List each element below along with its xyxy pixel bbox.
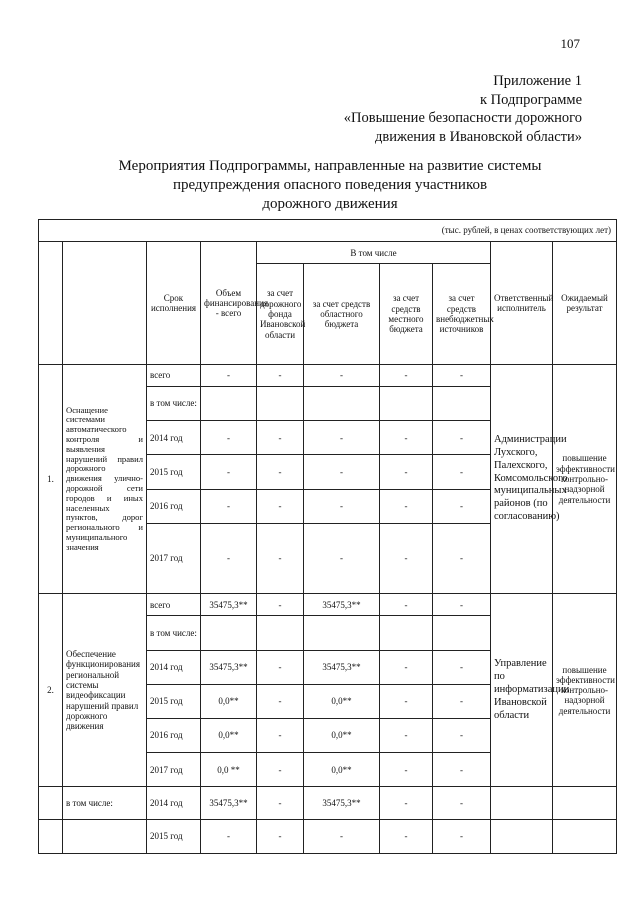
- row2-road-fund: -: [257, 594, 304, 616]
- row2-volume: 0,0 **: [201, 753, 257, 787]
- row2-term: 2014 год: [147, 650, 201, 684]
- row2-term: 2016 год: [147, 718, 201, 752]
- sub-volume: 35475,3**: [201, 787, 257, 819]
- row1-volume: -: [201, 523, 257, 593]
- sub-num: [39, 819, 63, 853]
- sub-num: [39, 787, 63, 819]
- row1-extrabudget: -: [433, 523, 491, 593]
- row1-term: 2015 год: [147, 455, 201, 489]
- sub-expected: [553, 787, 617, 819]
- row2-regional: 35475,3**: [304, 594, 380, 616]
- header-expected: Ожидаемый результат: [553, 242, 617, 365]
- sub-executor: [491, 787, 553, 819]
- row1-expected: повышение эффективности контрольно-надзорной деятельности: [553, 364, 617, 593]
- row2-extrabudget: -: [433, 718, 491, 752]
- sub-local: -: [380, 819, 433, 853]
- row1-extrabudget: -: [433, 455, 491, 489]
- row1-extrabudget: -: [433, 421, 491, 455]
- appendix-line: Приложение 1: [493, 73, 582, 89]
- row2-name: Обеспечение функционирования региональной системы видеофиксации нарушений правил дорожного движения: [63, 594, 147, 787]
- row2-volume: 0,0**: [201, 718, 257, 752]
- measures-table: [38, 219, 617, 854]
- row1-extrabudget: -: [433, 489, 491, 523]
- row1-volume: -: [201, 489, 257, 523]
- row1-volume: -: [201, 421, 257, 455]
- row2-road-fund: [257, 616, 304, 650]
- row1-regional: [304, 387, 380, 421]
- units-note: (тыс. рублей, в ценах соответствующих лет): [39, 220, 617, 242]
- header-local: за счет средств местного бюджета: [380, 264, 433, 365]
- row2-regional: 35475,3**: [304, 650, 380, 684]
- row1-road-fund: -: [257, 364, 304, 386]
- row2-local: -: [380, 684, 433, 718]
- row1-term: 2016 год: [147, 489, 201, 523]
- row2-expected: повышение эффективности контрольно-надзорной деятельности: [553, 594, 617, 787]
- row1-local: -: [380, 523, 433, 593]
- sub-expected: [553, 819, 617, 853]
- header-executor: Ответственный исполнитель: [491, 242, 553, 365]
- row1-executor: Администрации Лухского, Палехского, Комсомольского муниципальных районов (по согласованию): [491, 364, 553, 593]
- appendix-line: движения в Ивановской области»: [375, 128, 582, 145]
- row2-extrabudget: -: [433, 650, 491, 684]
- row2-term: всего: [147, 594, 201, 616]
- appendix-heading: [344, 72, 582, 146]
- appendix-line: «Повышение безопасности дорожного: [343, 110, 582, 126]
- sub-regional: -: [304, 819, 380, 853]
- sub-local: -: [380, 787, 433, 819]
- row1-regional: -: [304, 364, 380, 386]
- row1-term: в том числе:: [147, 387, 201, 421]
- row2-local: -: [380, 650, 433, 684]
- row2-local: -: [380, 718, 433, 752]
- row2-road-fund: -: [257, 684, 304, 718]
- row2-term: в том числе:: [147, 616, 201, 650]
- row1-regional: -: [304, 421, 380, 455]
- row1-road-fund: [257, 387, 304, 421]
- row1-regional: -: [304, 455, 380, 489]
- row2-num: 2.: [39, 594, 63, 787]
- sub-regional: 35475,3**: [304, 787, 380, 819]
- row1-local: [380, 387, 433, 421]
- row2-road-fund: -: [257, 718, 304, 752]
- sub-label: [63, 819, 147, 853]
- row2-extrabudget: -: [433, 594, 491, 616]
- row1-volume: -: [201, 455, 257, 489]
- row1-extrabudget: -: [433, 364, 491, 386]
- sub-term: 2015 год: [147, 819, 201, 853]
- row1-num: 1.: [39, 364, 63, 593]
- row2-local: -: [380, 753, 433, 787]
- row2-regional: [304, 616, 380, 650]
- row1-name: Оснащение системами автоматического контроля и выявления нарушений правил дорожного движения улично-дорожной сети городов и иных населенных пунктов, дорог регионального и муниципального значения: [63, 364, 147, 593]
- row1-term: 2017 год: [147, 523, 201, 593]
- title-line: предупреждения опасного поведения участников: [172, 177, 488, 193]
- row1-term: 2014 год: [147, 421, 201, 455]
- header-volume: Объем финансирования - всего: [201, 242, 257, 365]
- header-num: [39, 242, 63, 365]
- row1-volume: -: [201, 364, 257, 386]
- row2-road-fund: -: [257, 650, 304, 684]
- row1-road-fund: -: [257, 489, 304, 523]
- row2-local: -: [380, 594, 433, 616]
- row1-local: -: [380, 421, 433, 455]
- title-line: Мероприятия Подпрограммы, направленные на развитие системы: [118, 158, 542, 174]
- sub-executor: [491, 819, 553, 853]
- row1-road-fund: -: [257, 421, 304, 455]
- row2-volume: 0,0**: [201, 684, 257, 718]
- sub-road-fund: -: [257, 787, 304, 819]
- row2-term: 2015 год: [147, 684, 201, 718]
- header-name: [63, 242, 147, 365]
- row2-term: 2017 год: [147, 753, 201, 787]
- row2-regional: 0,0**: [304, 753, 380, 787]
- header-term: Срок исполнения: [147, 242, 201, 365]
- row1-road-fund: -: [257, 523, 304, 593]
- sub-label: в том числе:: [63, 787, 147, 819]
- row2-extrabudget: [433, 616, 491, 650]
- row1-volume: [201, 387, 257, 421]
- row2-road-fund: -: [257, 753, 304, 787]
- row2-extrabudget: -: [433, 753, 491, 787]
- row1-regional: -: [304, 523, 380, 593]
- row1-local: -: [380, 489, 433, 523]
- row2-local: [380, 616, 433, 650]
- row1-term: всего: [147, 364, 201, 386]
- row2-executor: Управление по информатизации Ивановской области: [491, 594, 553, 787]
- header-including: В том числе: [257, 242, 491, 264]
- appendix-line: к Подпрограмме: [479, 91, 582, 108]
- header-regional: за счет средств областного бюджета: [304, 264, 380, 365]
- sub-term: 2014 год: [147, 787, 201, 819]
- page-number: 107: [560, 36, 580, 51]
- row2-volume: 35475,3**: [201, 650, 257, 684]
- sub-road-fund: -: [257, 819, 304, 853]
- row2-extrabudget: -: [433, 684, 491, 718]
- row2-regional: 0,0**: [304, 684, 380, 718]
- header-road-fund: за счет дорожного фонда Ивановской области: [257, 264, 304, 365]
- row1-local: -: [380, 455, 433, 489]
- row2-volume: [201, 616, 257, 650]
- title-line: дорожного движения: [262, 196, 398, 212]
- sub-extrabudget: -: [433, 819, 491, 853]
- header-extrabudget: за счет средств внебюджетных источников: [433, 264, 491, 365]
- document-title: [40, 157, 620, 214]
- row2-regional: 0,0**: [304, 718, 380, 752]
- row1-regional: -: [304, 489, 380, 523]
- row1-extrabudget: [433, 387, 491, 421]
- row1-local: -: [380, 364, 433, 386]
- row2-volume: 35475,3**: [201, 594, 257, 616]
- sub-volume: -: [201, 819, 257, 853]
- row1-road-fund: -: [257, 455, 304, 489]
- sub-extrabudget: -: [433, 787, 491, 819]
